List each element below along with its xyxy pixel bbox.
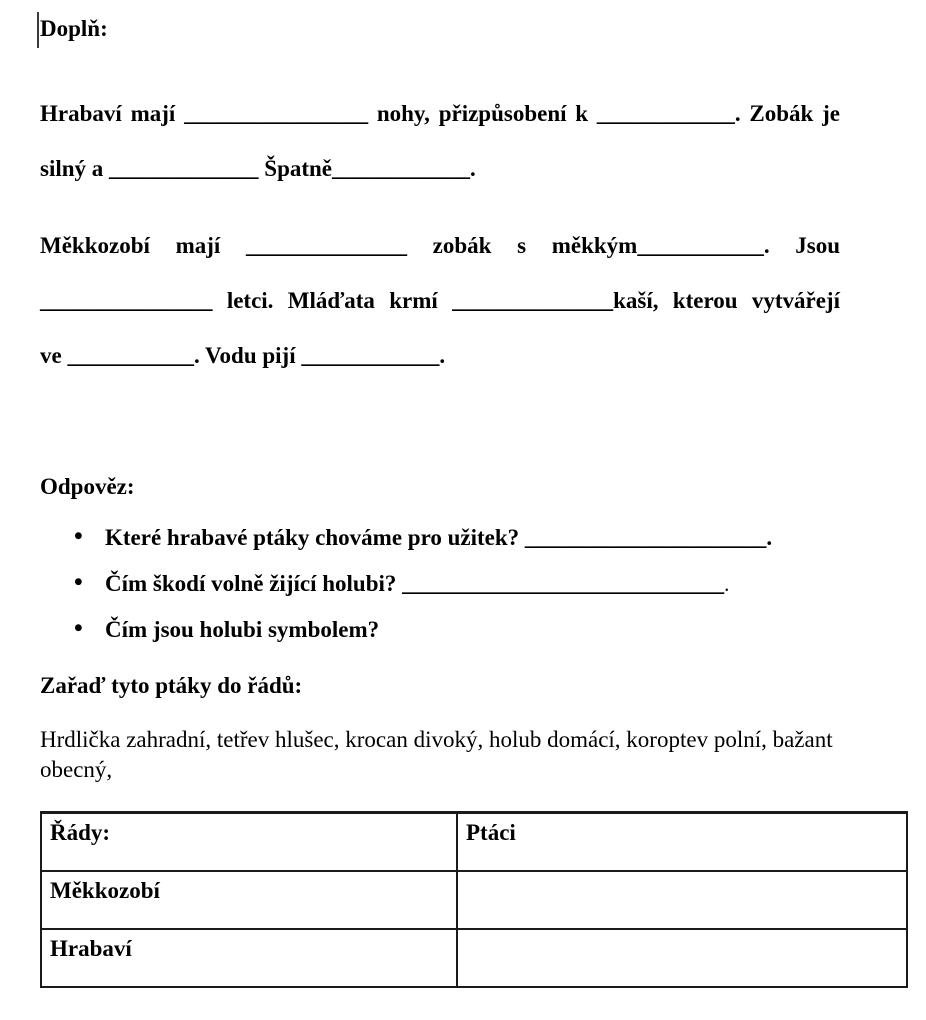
table-header-birds: Ptáci [457, 813, 907, 871]
answer-bullet-list [40, 515, 840, 653]
paragraph-mekkozobi [40, 218, 840, 383]
table-cell-order: Měkkozobí [41, 871, 457, 929]
answer-question: Čím jsou holubi symbolem? [105, 617, 380, 642]
answer-bullet-item [40, 515, 840, 561]
paragraph-hrabavi [40, 86, 840, 196]
bullet-icon: • [74, 569, 83, 596]
bullet-icon: • [74, 615, 83, 642]
table-row [41, 929, 907, 987]
text-cursor-artifact [37, 12, 39, 48]
table-header-row [41, 813, 907, 871]
answer-question-suffix: . [724, 572, 730, 596]
bullet-icon: • [74, 523, 83, 550]
orders-table [40, 811, 908, 988]
paragraph-line: ve ___________. Vodu pijí ____________. [40, 343, 446, 368]
fill-in-heading-row [40, 14, 840, 44]
answer-question: Které hrabavé ptáky chováme pro užitek? _____________________. [105, 525, 773, 550]
paragraph-line: Hrabaví mají ________________ nohy, přizpůsobení k ____________. Zobák je [40, 101, 840, 126]
paragraph-line: _______________ letci. Mláďata krmí ______________kaší, kterou vytvářejí [40, 288, 840, 313]
answer-question: Čím škodí volně žijící holubi? ____________________________ [105, 571, 725, 596]
table-header-orders: Řády: [41, 813, 457, 871]
document-content [40, 14, 840, 988]
table-cell-order: Hrabaví [41, 929, 457, 987]
paragraph-line: silný a _____________ Špatně____________. [40, 156, 476, 181]
table-cell-birds-empty [457, 929, 907, 987]
fill-in-heading: Doplň: [40, 16, 108, 41]
table-cell-birds-empty [457, 871, 907, 929]
table-row [41, 871, 907, 929]
answer-heading: Odpověz: [40, 474, 135, 499]
answer-bullet-item [40, 607, 840, 653]
answer-bullet-item [40, 561, 840, 607]
classify-heading: Zařaď tyto ptáky do řádů: [40, 673, 303, 698]
bird-list-text: Hrdlička zahradní, tetřev hlušec, krocan divoký, holub domácí, koroptev polní, bažant obecný, [40, 727, 833, 782]
paragraph-line: Měkkozobí mají ______________ zobák s měkkým___________. Jsou [40, 233, 840, 258]
